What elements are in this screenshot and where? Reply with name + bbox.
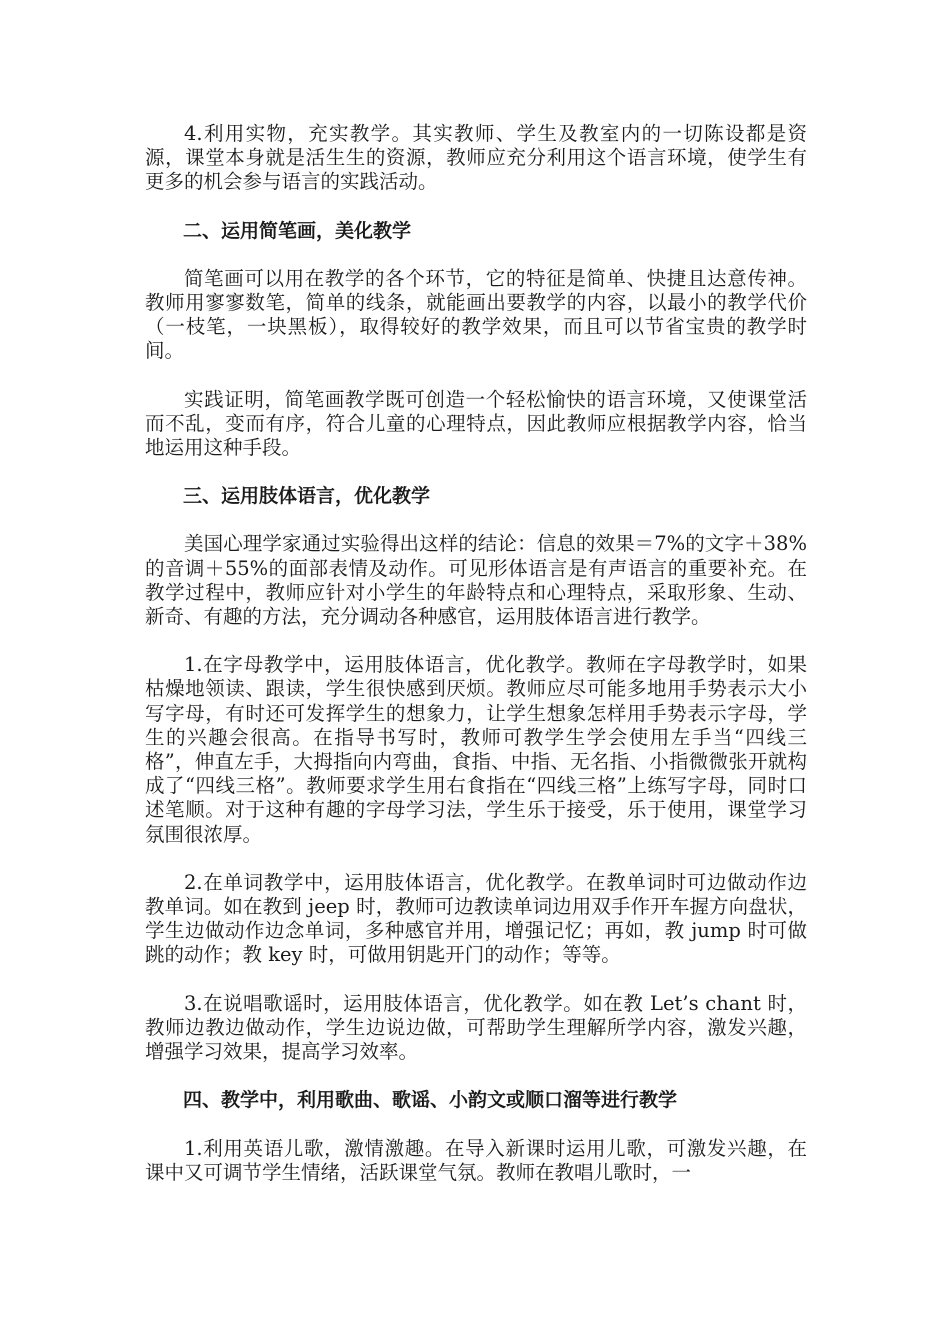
section-heading-2: 二、运用简笔画，美化教学 bbox=[183, 219, 412, 242]
document-page bbox=[145, 122, 807, 1185]
paragraph-sketch-intro: 简笔画可以用在教学的各个环节，它的特征是简单、快捷且达意传神。教师用寥寥数笔，简单的线条，就能画出要教学的内容，以最小的教学代价（一枝笔，一块黑板），取得较好的教学效果，而且可以节省宝贵的教学时间。 bbox=[145, 266, 807, 363]
paragraph-sketch-proof: 实践证明，简笔画教学既可创造一个轻松愉快的语言环境，又使课堂活而不乱，变而有序，符合儿童的心理特点，因此教师应根据教学内容，恰当地运用这种手段。 bbox=[145, 387, 807, 460]
section-heading-3: 三、运用肢体语言，优化教学 bbox=[183, 485, 431, 508]
paragraph-teaching-objects: 4.利用实物，充实教学。其实教师、学生及教室内的一切陈设都是资源，课堂本身就是活生生的资源，教师应充分利用这个语言环境，使学生有更多的机会参与语言的实践活动。 bbox=[145, 122, 807, 194]
paragraph-letter-teaching: 1.在字母教学中，运用肢体语言，优化教学。教师在字母教学时，如果枯燥地领读、跟读，学生很快感到厌烦。教师应尽可能多地用手势表示大小写字母，有时还可发挥学生的想象力，让学生想象怎样用手势表示字母，学生的兴趣会很高。在指导书写时，教师可教学生学会使用左手当“四线三格”，伸直左手，大拇指向内弯曲，食指、中指、无名指、小指微微张开就构成了“四线三格”。教师要求学生用右食指在“四线三格”上练写字母，同时口述笔顺。对于这种有趣的字母学习法，学生乐于接受，乐于使用，课堂学习氛围很浓厚。 bbox=[145, 653, 807, 846]
section-heading-4: 四、教学中，利用歌曲、歌谣、小韵文或顺口溜等进行教学 bbox=[183, 1089, 678, 1112]
paragraph-nursery-rhymes: 1.利用英语儿歌，激情激趣。在导入新课时运用儿歌，可激发兴趣，在课中又可调节学生情绪，活跃课堂气氛。教师在教唱儿歌时，一 bbox=[145, 1136, 807, 1184]
paragraph-body-language-intro: 美国心理学家通过实验得出这样的结论：信息的效果＝7%的文字＋38%的音调＋55%的面部表情及动作。可见形体语言是有声语言的重要补充。在教学过程中，教师应针对小学生的年龄特点和心理特点，采取形象、生动、新奇、有趣的方法，充分调动各种感官，运用肢体语言进行教学。 bbox=[145, 532, 807, 629]
paragraph-chant-teaching: 3.在说唱歌谣时，运用肢体语言，优化教学。如在教 Let’s chant 时，教师边教边做动作，学生边说边做，可帮助学生理解所学内容，激发兴趣，增强学习效果，提高学习效率。 bbox=[145, 991, 807, 1064]
paragraph-word-teaching: 2.在单词教学中，运用肢体语言，优化教学。在教单词时可边做动作边教单词。如在教到 jeep 时，教师可边教读单词边用双手作开车握方向盘状，学生边做动作边念单词，多种感官并用，增强记忆；再如，教 jump 时可做跳的动作；教 key 时，可做用钥匙开门的动作；等等。 bbox=[145, 870, 807, 967]
